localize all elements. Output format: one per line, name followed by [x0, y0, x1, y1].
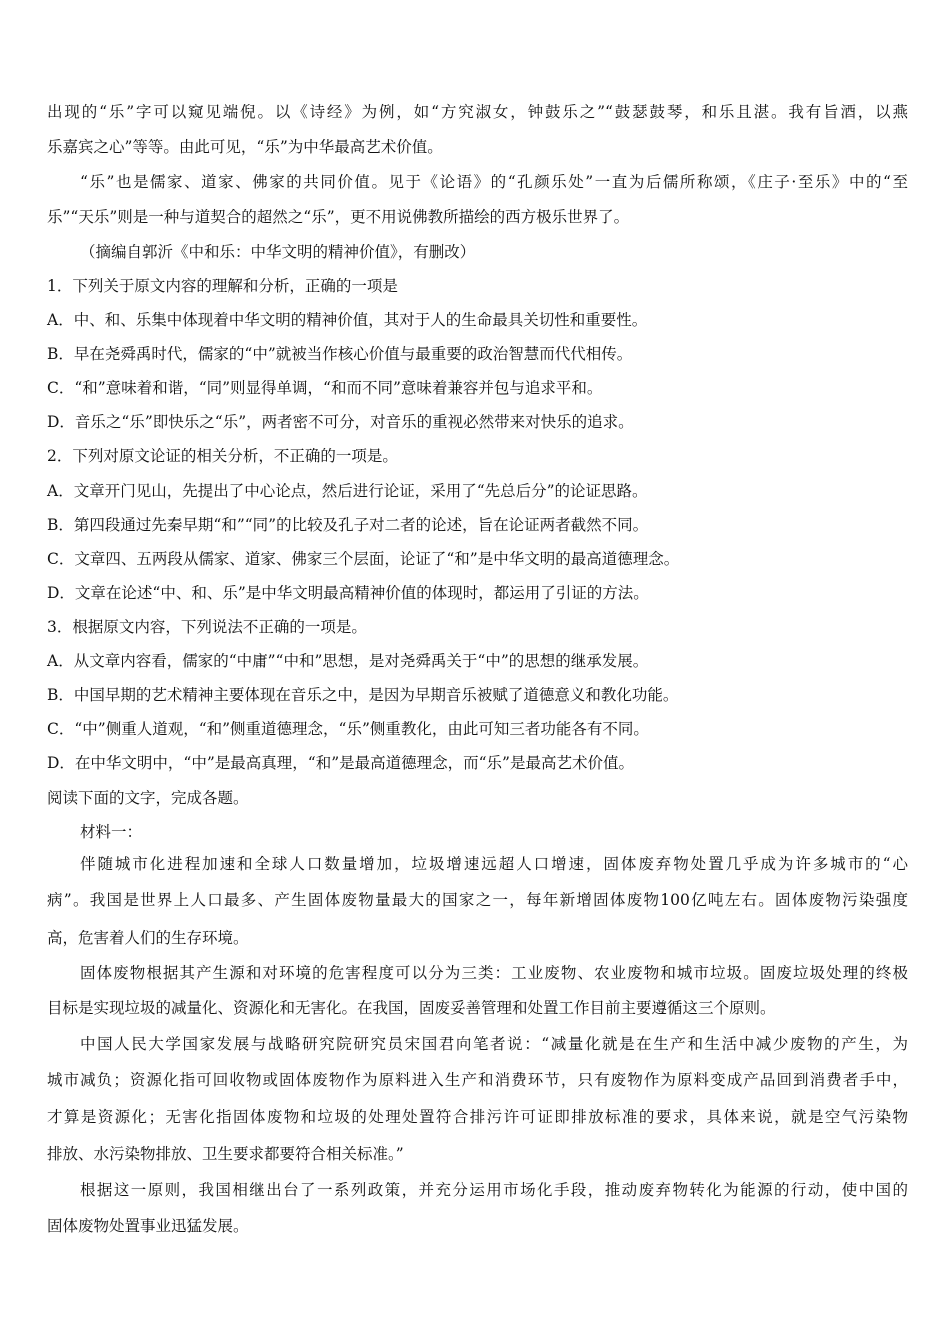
material-line: 才算是资源化；无害化指固体废物和垃圾的处理处置符合排污许可证即排放标准的要求，具体来说，就是空气污染物 — [47, 1108, 908, 1126]
material-line: 高，危害着人们的生存环境。 — [47, 929, 249, 947]
question-1-option-c: C．“和”意味着和谐，“同”则显得单调，“和而不同”意味着兼容并包与追求平和。 — [47, 379, 603, 397]
question-2-stem: 2．下列对原文论证的相关分析，不正确的一项是。 — [47, 447, 398, 465]
source-citation: （摘编自郭沂《中和乐：中华文明的精神价值》，有删改） — [80, 243, 476, 261]
passage-line: 乐嘉宾之心”等等。由此可见，“乐”为中华最高艺术价值。 — [47, 138, 443, 156]
question-2-option-d: D．文章在论述“中、和、乐”是中华文明最高精神价值的体现时，都运用了引证的方法。 — [47, 584, 649, 602]
question-3-option-b: B．中国早期的艺术精神主要体现在音乐之中，是因为早期音乐被赋了道德意义和教化功能。 — [47, 686, 679, 704]
question-1-stem: 1．下列关于原文内容的理解和分析，正确的一项是 — [47, 277, 398, 295]
material-line: 根据这一原则，我国相继出台了一系列政策，并充分运用市场化手段，推动废弃物转化为能源的行动，使中国的 — [80, 1181, 908, 1199]
question-2-option-c: C．文章四、五两段从儒家、道家、佛家三个层面，论证了“和”是中华文明的最高道德理念。 — [47, 550, 680, 568]
reading-instruction: 阅读下面的文字，完成各题。 — [47, 789, 249, 807]
material-line: 目标是实现垃圾的减量化、资源化和无害化。在我国，固废妥善管理和处置工作目前主要遵循这三个原则。 — [47, 999, 776, 1017]
question-3-option-a: A．从文章内容看，儒家的“中庸”“中和”思想，是对尧舜禹关于“中”的思想的继承发展。 — [47, 652, 649, 670]
question-1-option-a: A．中、和、乐集中体现着中华文明的精神价值，其对于人的生命最具关切性和重要性。 — [47, 311, 648, 329]
passage-line: 乐”“天乐”则是一种与道契合的超然之“乐”，更不用说佛教所描绘的西方极乐世界了。 — [47, 208, 630, 226]
question-2-option-a: A．文章开门见山，先提出了中心论点，然后进行论证，采用了“先总后分”的论证思路。 — [47, 482, 648, 500]
material-line: 病”。我国是世界上人口最多、产生固体废物量最大的国家之一，每年新增固体废物100亿吨左右。固体废物污染强度 — [47, 891, 908, 909]
question-1-option-d: D．音乐之“乐”即快乐之“乐”，两者密不可分，对音乐的重视必然带来对快乐的追求。 — [47, 413, 634, 431]
passage-line: 出现的“乐”字可以窥见端倪。以《诗经》为例，如“方究淑女，钟鼓乐之”“鼓瑟鼓琴，和乐且湛。我有旨酒，以燕 — [47, 103, 908, 121]
material-line: 城市减负；资源化指可回收物或固体废物作为原料进入生产和消费环节，只有废物作为原料变成产品回到消费者手中， — [47, 1071, 908, 1089]
question-3-option-c: C．“中”侧重人道观，“和”侧重道德理念，“乐”侧重教化，由此可知三者功能各有不同。 — [47, 720, 649, 738]
question-3-stem: 3．根据原文内容，下列说法不正确的一项是。 — [47, 618, 367, 636]
material-line: 伴随城市化进程加速和全球人口数量增加，垃圾增速远超人口增速，固体废弃物处置几乎成为许多城市的“心 — [80, 855, 908, 873]
question-3-option-d: D．在中华文明中，“中”是最高真理，“和”是最高道德理念，而“乐”是最高艺术价值。 — [47, 754, 634, 772]
question-1-option-b: B．早在尧舜禹时代，儒家的“中”就被当作核心价值与最重要的政治智慧而代代相传。 — [47, 345, 633, 363]
material-line: 排放、水污染物排放、卫生要求都要符合相关标准。” — [47, 1145, 404, 1163]
material-line: 固体废物根据其产生源和对环境的危害程度可以分为三类：工业废物、农业废物和城市垃圾。固废垃圾处理的终极 — [80, 964, 908, 982]
question-2-option-b: B．第四段通过先秦早期“和”“同”的比较及孔子对二者的论述，旨在论证两者截然不同。 — [47, 516, 649, 534]
passage-line: “乐”也是儒家、道家、佛家的共同价值。见于《论语》的“孔颜乐处”一直为后儒所称颂，《庄子·至乐》中的“至 — [80, 173, 908, 191]
material-line: 中国人民大学国家发展与战略研究院研究员宋国君向笔者说：“减量化就是在生产和生活中减少废物的产生，为 — [80, 1035, 908, 1053]
material-heading: 材料一： — [80, 823, 143, 841]
material-line: 固体废物处置事业迅猛发展。 — [47, 1217, 249, 1235]
